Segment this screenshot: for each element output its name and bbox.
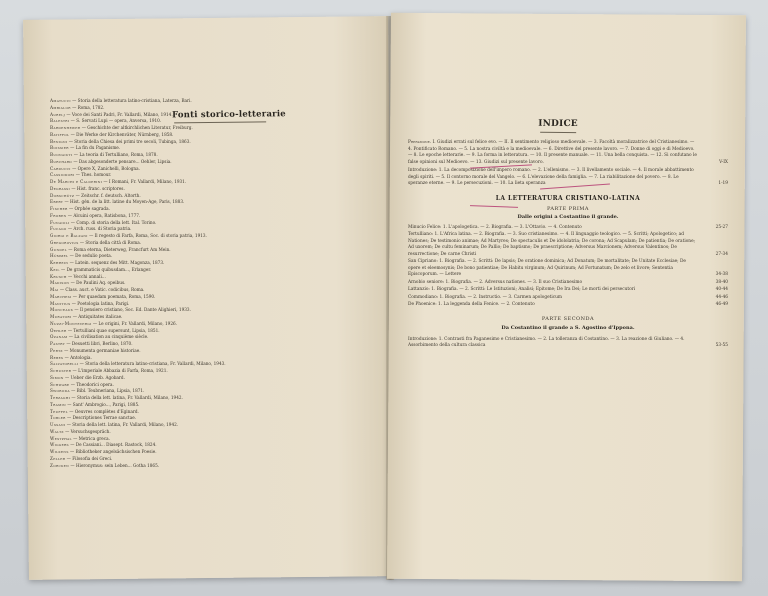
- source-text: De grammaticis quibusdam..., Erlanger.: [66, 266, 152, 272]
- source-text: Storia della lett. latina, Fr. Vallardi, Milano, 1942.: [76, 395, 183, 400]
- source-author: Amatucci: [50, 98, 71, 103]
- source-text: Orphée sagrada.: [74, 206, 110, 211]
- source-text: Bibliotheker angelsächsischen Poesie.: [75, 449, 157, 454]
- source-author: Waltz: [50, 428, 64, 434]
- source-item: Swoboda — Bibl. Teubneriana, Lipsia, 1871.: [50, 388, 145, 394]
- source-text: Hist. gén. de la litt. latine du Moyen-Age, Paris, 1883.: [70, 199, 185, 205]
- source-author: Froben: [50, 212, 67, 218]
- source-item: Amatucci — Storia della letteratura latino-cristiana, Laterza, Bari.: [50, 98, 192, 103]
- source-author: Simon: [50, 374, 64, 380]
- source-author: Batiffol: [50, 131, 70, 137]
- source-item: Wilkens — Bibliotheker angelsächsischen Poesie.: [50, 449, 157, 454]
- toc-entry-text: Arnobio seniore: 1. Biografia. — 2. Adversus nationes. — 3. Il suo Cristianesimo: [408, 279, 583, 285]
- source-author: Teuffel: [50, 408, 68, 414]
- source-author: Mai: [50, 287, 59, 292]
- source-text: Arch. russ. di Storia patria.: [73, 226, 132, 232]
- index-underline: [540, 132, 576, 133]
- source-text: Vecchi annali...: [73, 273, 106, 279]
- source-author: Marchesi: [50, 293, 72, 299]
- source-item: De Marchi e Calderini — I Romani, Fr. Vallardi, Milano, 1931.: [50, 179, 187, 184]
- source-text: Opere X, Zanichelli, Bologna.: [77, 165, 140, 171]
- section-title: LA LETTERATURA CRISTIANO-LATINA: [495, 194, 641, 202]
- source-text: Storia della città di Roma.: [85, 239, 142, 245]
- source-item: Monceaux — Il pensiero cristiano, Soc. Ed. Dante Alighieri, 1933.: [50, 307, 191, 313]
- toc-entry: [408, 225, 728, 232]
- source-item: Rebes — Antologia.: [50, 354, 92, 360]
- table-of-contents: [408, 140, 728, 351]
- source-author: Cassiodori: [50, 172, 75, 178]
- prefazione-pages: V-IX: [719, 159, 728, 165]
- source-text: Hist. franc. scriptores.: [76, 185, 125, 191]
- toc-entry-text: Minucio Felice: 1. L'apologetica. — 2. Biografia. — 3. L'Ottavio. — 4. Contenuto: [408, 224, 582, 230]
- toc-entry-text: Introduzione: 1. Contrasti fra Paganesimo e Cristianesimo. — 2. La tolleranza di Costantino. — 3. La reazione di Giuliano. — 4. Assorbimento della cultura classica: [408, 336, 685, 348]
- source-text: Il regesto di Farfa, Roma, Soc. di storia patria, 1913.: [94, 233, 207, 238]
- toc-entry-text: Lattanzio: 1. Biografia. — 2. Scritti: Le Istituzioni; Analisi; Epitome; De Ira Dei; Le morti dei persecutori: [408, 287, 636, 292]
- part2-label: PARTE SECONDA: [541, 315, 595, 322]
- source-item: Hümmel — De sedulio poeta.: [50, 253, 113, 259]
- source-author: Schwabe: [50, 381, 70, 387]
- source-text: De Cassiani... Diasept. Rastock, 1824.: [75, 442, 157, 448]
- source-author: Muratori: [50, 314, 72, 319]
- source-text: Desuetti libri, Berlino, 1870.: [71, 341, 133, 346]
- source-author: Manitius: [50, 300, 71, 306]
- source-text: Versuchsgespräch.: [70, 428, 111, 434]
- source-author: Pertz: [50, 347, 63, 353]
- toc-entry-pages: 25-27: [715, 224, 728, 230]
- toc-entry-pages: 53-55: [715, 343, 728, 348]
- source-text: De Paulini Aq. opeibus.: [76, 280, 126, 286]
- source-item: Fucago — Arch. russ. di Storia patria.: [50, 226, 132, 232]
- source-author: Giorgi e Balzani: [50, 233, 88, 238]
- source-text: Le origini, Fr. Vallardi, Milano, 1926.: [98, 320, 177, 326]
- source-text: La civilisation au cinquième siècle.: [74, 334, 149, 340]
- toc-entry: [408, 232, 728, 258]
- source-item: Mai — Class. auct. e Vatic. codicibus, Roma.: [50, 287, 145, 292]
- source-text: Class. auct. e Vatic. codicibus, Roma.: [65, 287, 145, 292]
- source-author: Hümmel: [50, 253, 69, 259]
- part2-subtitle: Da Costantino il grande a S. Agostino d'Ippona.: [501, 324, 635, 331]
- source-item: Madison — De Paulini Aq. opeibus.: [50, 280, 126, 286]
- left-page-title: Fonti storico-letterarie: [172, 109, 286, 121]
- source-item: Krusch — Vecchi annali...: [50, 273, 106, 279]
- source-item: Muratori — Antiquitates italicae.: [50, 314, 123, 319]
- source-author: Zeller: [50, 455, 66, 461]
- source-author: Swoboda: [50, 388, 70, 394]
- toc-entry-text: Commodiano: 1. Biografia. — 2. Instructio. — 3. Carmen apologeticum: [408, 294, 562, 300]
- source-text: Storia della lett. latina, Fr. Vallardi, Milano, 1942.: [72, 422, 179, 427]
- source-author: Pastry: [50, 341, 65, 346]
- source-author: Burchard: [50, 158, 73, 164]
- source-item: Pastry — Desuetti libri, Berlino, 1870.: [50, 341, 133, 346]
- source-item: Froben — Alcuini opera, Ratisbona, 1777.: [50, 212, 141, 218]
- source-author: Bardenhewer: [50, 125, 81, 130]
- source-author: Oehler: [50, 327, 67, 333]
- source-item: Schuster — L'imperiale Abbazia di Farfa, Roma, 1921.: [50, 368, 168, 373]
- source-item: Cassiodori — Thes. homour.: [50, 172, 112, 178]
- source-author: Ussani: [50, 422, 66, 427]
- source-text: Storia della Chiesa dei primi tre secoli, Tubinga, 1863.: [74, 138, 191, 144]
- source-text: Das abgesonderte pensare... Oehler, Lipsia.: [78, 158, 172, 164]
- source-item: Giorgi e Balzani — Il regesto di Farfa, Roma, Soc. di storia patria, 1913.: [50, 233, 207, 238]
- part2-entries: [408, 337, 728, 350]
- source-item: Salvatorelli — Storia della letteratura latino-cristiana, Fr. Vallardi, Milano, 1943.: [50, 361, 226, 367]
- source-text: Latein. sequenz des Mitt. Magonza, 1873.: [75, 260, 165, 265]
- source-author: Keil: [50, 266, 60, 272]
- source-author: Degrassi: [50, 185, 71, 191]
- source-text: Voce dei Santi Padri, Fr. Vallardi, Milano, 1914.: [71, 111, 173, 117]
- index-title: INDICE: [538, 118, 578, 130]
- part1-entries: [408, 225, 728, 309]
- source-item: Aurelj — Voce dei Santi Padri, Fr. Vallardi, Milano, 1914.: [50, 111, 173, 117]
- source-item: Bardenhewer — Geschichte der altkirchlichen Literatur, Freiburg.: [50, 125, 193, 130]
- prefazione-label: Prefazione: [408, 140, 430, 145]
- source-text: La teoria di Tertulliano, Roma, 1878.: [79, 152, 158, 157]
- source-text: Descriptiones Terrae sanctae.: [72, 415, 137, 421]
- source-item: Burchard — Das abgesonderte pensare... Oehler, Lipsia.: [50, 158, 172, 164]
- source-author: Nuzzi-Montevergi: [50, 320, 92, 326]
- source-item: Zorcken — Hieronymus: sein Leben... Gotha 1865.: [50, 462, 160, 468]
- source-item: Ambialor — Roma, 1782.: [50, 104, 105, 110]
- part1-label: PARTE PRIMA: [546, 205, 590, 212]
- source-author: Krusch: [50, 273, 67, 279]
- source-item: Ussani — Storia della lett. latina, Fr. Vallardi, Milano, 1942.: [50, 422, 179, 427]
- source-text: Theodorici opera.: [76, 381, 114, 387]
- source-item: Pertz — Monumenta germaniae historiae.: [50, 347, 141, 353]
- source-item: Degrassi — Hist. franc. scriptores.: [50, 185, 125, 191]
- source-item: Batiffol — Die Werke der Kirchenväter, Nürnberg, 1858.: [50, 131, 174, 137]
- source-text: Comp. di storia della lett. Ital. Torino.: [76, 219, 157, 225]
- source-author: Tramin: [50, 401, 66, 407]
- source-text: I Romani, Fr. Vallardi, Milano, 1931.: [108, 179, 187, 184]
- source-author: Buonaiuti: [50, 152, 73, 157]
- source-item: Fischer — Orphée sagrada.: [50, 206, 110, 211]
- source-author: De Marchi e Calderini: [50, 179, 103, 184]
- toc-entry: [408, 337, 728, 350]
- source-item: Ozanam — La civilisation au cinquième siècle.: [50, 334, 149, 340]
- source-author: Madison: [50, 280, 70, 286]
- source-text: Antiquitates italicae.: [78, 314, 123, 319]
- toc-entry: [408, 302, 728, 309]
- source-item: Wiggers — De Cassiani... Diasept. Rastock, 1824.: [50, 442, 157, 448]
- source-text: Per quaedam poemata, Roma, 1590.: [78, 293, 156, 299]
- source-author: Carducci: [50, 165, 71, 171]
- source-item: Simon — Ueber die Erzb. Agobard.: [50, 374, 125, 380]
- toc-entry-pages: 34-38: [715, 272, 728, 277]
- toc-entry-pages: 46-49: [715, 302, 728, 307]
- source-text: Storia della letteratura latino-cristiana, Laterza, Bari.: [77, 98, 192, 103]
- source-item: Waltz — Versuchsgespräch.: [50, 428, 111, 434]
- source-item: Carducci — Opere X, Zanichelli, Bologna.: [50, 165, 140, 171]
- source-text: Alcuini opera, Ratisbona, 1777.: [73, 212, 141, 218]
- source-text: L'imperiale Abbazia di Farfa, Roma, 1921.: [78, 368, 168, 373]
- source-text: Geschichte der altkirchlichen Literatur, Freiburg.: [87, 125, 193, 130]
- source-author: Wilkens: [50, 449, 69, 454]
- source-text: Oeuvres complètes d'Eginard.: [74, 408, 139, 414]
- source-item: Tramin — Sant' Ambrogio..., Parigi, 1885.: [50, 401, 140, 407]
- source-text: Hieronymus: sein Leben... Gotha 1865.: [75, 462, 160, 468]
- source-text: Il pensiero cristiano, Soc. Ed. Dante Alighieri, 1933.: [79, 307, 191, 313]
- toc-entry: [408, 280, 728, 287]
- introduzione-pages: 1-19: [718, 181, 728, 186]
- source-item: Funaioli — Comp. di storia della lett. Ital. Torino.: [50, 219, 157, 225]
- source-author: Ambialor: [50, 104, 71, 110]
- source-item: Teuffel — Oeuvres complètes d'Eginard.: [50, 408, 139, 414]
- source-author: Wiggers: [50, 442, 69, 448]
- source-author: Aurelj: [50, 111, 65, 117]
- toc-entry: [408, 259, 728, 279]
- toc-entry-text: De Phoenice: 1. La leggenda della Fenice. — 2. Contenuto: [408, 302, 535, 307]
- toc-entry: [408, 295, 728, 302]
- source-author: Tobler: [50, 415, 66, 421]
- source-text: Storia della letteratura latino-cristiana, Fr. Vallardi, Milano, 1943.: [85, 361, 226, 367]
- sources-list: [50, 98, 350, 469]
- source-text: Roma eterna, Dieterweg, Francfurt Am Mein.: [73, 246, 171, 252]
- source-item: Oehler — Tertulliani quae supersunt, Lipsia, 1851.: [50, 327, 160, 333]
- toc-entry-pages: 38-40: [715, 279, 728, 285]
- source-item: Benigni — Storia della Chiesa dei primi tre secoli, Tubinga, 1863.: [50, 138, 191, 144]
- source-item: Gundel — Roma eterna, Dieterweg, Francfurt Am Mein.: [50, 246, 171, 252]
- source-author: Gregorovius: [50, 239, 79, 245]
- source-author: Gundel: [50, 246, 67, 252]
- toc-entry-text: Tertulliano: 1. L'Africa latina. — 2. Biografia. — 3. Suo cristianesimo. — 4. Il linguaggio teologico. — 5. Scritti; Apologetico; ad Nationes; De testimonio animae; Ad Martyres; De spectaculis et De idololatria; De corona; Ad Scapulam; De patientia; De oratione; Ad uxorem; De cultu feminarum; De Pallio; De baptismo; De praescriptione; Adversus Marcionem; Adversus Valentinos; De resurrectione; De carne Christi: [408, 232, 696, 257]
- prefazione-text: I. Giudizi errati sul felice evo. — II. Il sentimento religioso medioevale. — 3. Facoltà moralizzatrice del Cristianesimo. — 4. Pontificato Romano. — 5. La nostra civiltà e la medioevale. — 6. Direttive del presente lavoro. — 7. Donne di oggi e di Medioevo. — 8. Le epoche letterarie. — 9. La forma in letteratura. — 10. Il presente manuale. — 11. Una bella conquista. — 12. Si confutano le false opinioni sul Medioevo. — 13. Giudizi sul presente lavoro.: [408, 140, 697, 165]
- introduzione-text: Introduzione: 1. La decomposizione dell'impero romano. — 2. L'ellenismo. — 3. Il livellamento sociale. — 4. Il morale abbattimento degli spiriti. — 5. Il contorno morale del Vangelo. — 6. L'elevazione della famiglia. — 7. La riabilitazione del povero. — 8. Le speranze eterne. — 9. Le persecuzioni. — 10. La lieta speranza: [408, 168, 694, 186]
- source-item: Dobschütz — Zeitschr. f. deutsch. Altorth.: [50, 192, 141, 198]
- source-item: Balestri — S. Servati Lupi — opera, Anversa, 1910.: [50, 118, 162, 124]
- source-text: Monumenta germaniae historiae.: [69, 347, 141, 353]
- source-text: Zeitschr. f. deutsch. Altorth.: [81, 192, 141, 198]
- source-text: Metrica greca.: [78, 435, 110, 441]
- toc-entry-pages: 27-34: [715, 251, 728, 257]
- source-text: Sant' Ambrogio..., Parigi, 1885.: [72, 401, 140, 407]
- source-text: Roma, 1782.: [77, 104, 105, 110]
- source-text: Tertulliani quae supersunt, Lipsia, 1851.: [73, 327, 160, 333]
- source-item: Ebert — Hist. gén. de la litt. latine du Moyen-Age, Paris, 1883.: [50, 199, 185, 205]
- source-author: Boissier: [50, 145, 69, 151]
- source-author: Monceaux: [50, 307, 74, 313]
- source-author: Terzaghi: [50, 395, 71, 400]
- source-author: Balestri: [50, 118, 70, 124]
- source-author: Fucago: [50, 226, 67, 232]
- toc-entry-text: San Cipriano: 1. Biografia. — 2. Scritti: De lapsis; De oratione dominica; Ad Donatum; De mortalitate; De Unitate Ecclesiae; De opere et eleemosynis; De bono patientiae; De Habitu virginum; Ad Quirinum; Ad Fortunatum; De zelo et livore; Sententia Episcoporum. — Lettere: [408, 259, 686, 277]
- source-text: Filosofia dei Greci.: [72, 455, 113, 461]
- source-author: Zorcken: [50, 462, 70, 468]
- source-text: Die Werke der Kirchenväter, Nürnberg, 1858.: [76, 131, 174, 137]
- source-author: Westphal: [50, 435, 72, 441]
- source-item: Zeller — Filosofia dei Greci.: [50, 455, 113, 461]
- source-item: Schwabe — Theodorici opera.: [50, 381, 114, 387]
- source-author: Kehrein: [50, 260, 69, 265]
- source-author: Salvatorelli: [50, 361, 79, 367]
- toc-introduzione: [408, 168, 728, 188]
- source-author: Ozanam: [50, 334, 68, 340]
- toc-entry-pages: 40-44: [715, 287, 728, 292]
- source-item: Kehrein — Latein. sequenz des Mitt. Magonza, 1873.: [50, 260, 165, 265]
- source-text: S. Servati Lupi — opera, Anversa, 1910.: [76, 118, 162, 124]
- source-item: Boissier — La fin du Paganisme.: [50, 145, 121, 151]
- source-item: Terzaghi — Storia della lett. latina, Fr. Vallardi, Milano, 1942.: [50, 395, 183, 400]
- source-item: Keil — De grammaticis quibusdam..., Erlanger.: [50, 266, 152, 272]
- toc-entry: [408, 287, 728, 294]
- source-author: Funaioli: [50, 219, 70, 225]
- source-item: Gregorovius — Storia della città di Roma.: [50, 239, 142, 245]
- source-text: Poetologia latina, Parigi.: [77, 300, 130, 306]
- part1-subtitle: Dalle origini a Costantino il grande.: [517, 213, 619, 220]
- source-item: Nuzzi-Montevergi — Le origini, Fr. Vallardi, Milano, 1926.: [50, 320, 177, 326]
- source-text: Antologia.: [70, 354, 92, 360]
- source-author: Fischer: [50, 206, 68, 211]
- source-text: De sedulio poeta.: [75, 253, 113, 259]
- source-text: Bibl. Teubneriana, Lipsia, 1871.: [76, 388, 145, 394]
- source-author: Rebes: [50, 354, 64, 360]
- source-item: Manitius — Poetologia latina, Parigi.: [50, 300, 130, 306]
- source-text: Ueber die Erzb. Agobard.: [70, 374, 125, 380]
- source-text: Thes. homour.: [81, 172, 112, 178]
- source-item: Tobler — Descriptiones Terrae sanctae.: [50, 415, 137, 421]
- source-author: Dobschütz: [50, 192, 75, 198]
- toc-prefazione: Prefazione. I. Giudizi errati sul felice evo. — II. Il sentimento religioso medioevale. — 3. Facoltà moralizzatrice del Cristianesimo. — 4. Pontificato Romano. — 5. La nostra civiltà e la medioevale. — 6. Direttive del presente lavoro. — 7. Donne di oggi e di Medioevo. — 8. Le epoche letterarie. — 9. La forma in letteratura. — 10. Il presente manuale. — 11. Una bella conquista. — 12. Si confutano le false opinioni sul Medioevo. — 13. Giudizi sul presente lavoro. V-IX: [408, 140, 728, 165]
- source-text: La fin du Paganisme.: [75, 145, 121, 151]
- source-item: Westphal — Metrica greca.: [50, 435, 110, 441]
- source-author: Ebert: [50, 199, 64, 205]
- source-item: Buonaiuti — La teoria di Tertulliano, Roma, 1878.: [50, 152, 158, 157]
- toc-entry-pages: 44-46: [715, 294, 728, 300]
- source-author: Benigni: [50, 138, 68, 144]
- source-item: Marchesi — Per quaedam poemata, Roma, 1590.: [50, 293, 156, 299]
- source-author: Schuster: [50, 368, 72, 373]
